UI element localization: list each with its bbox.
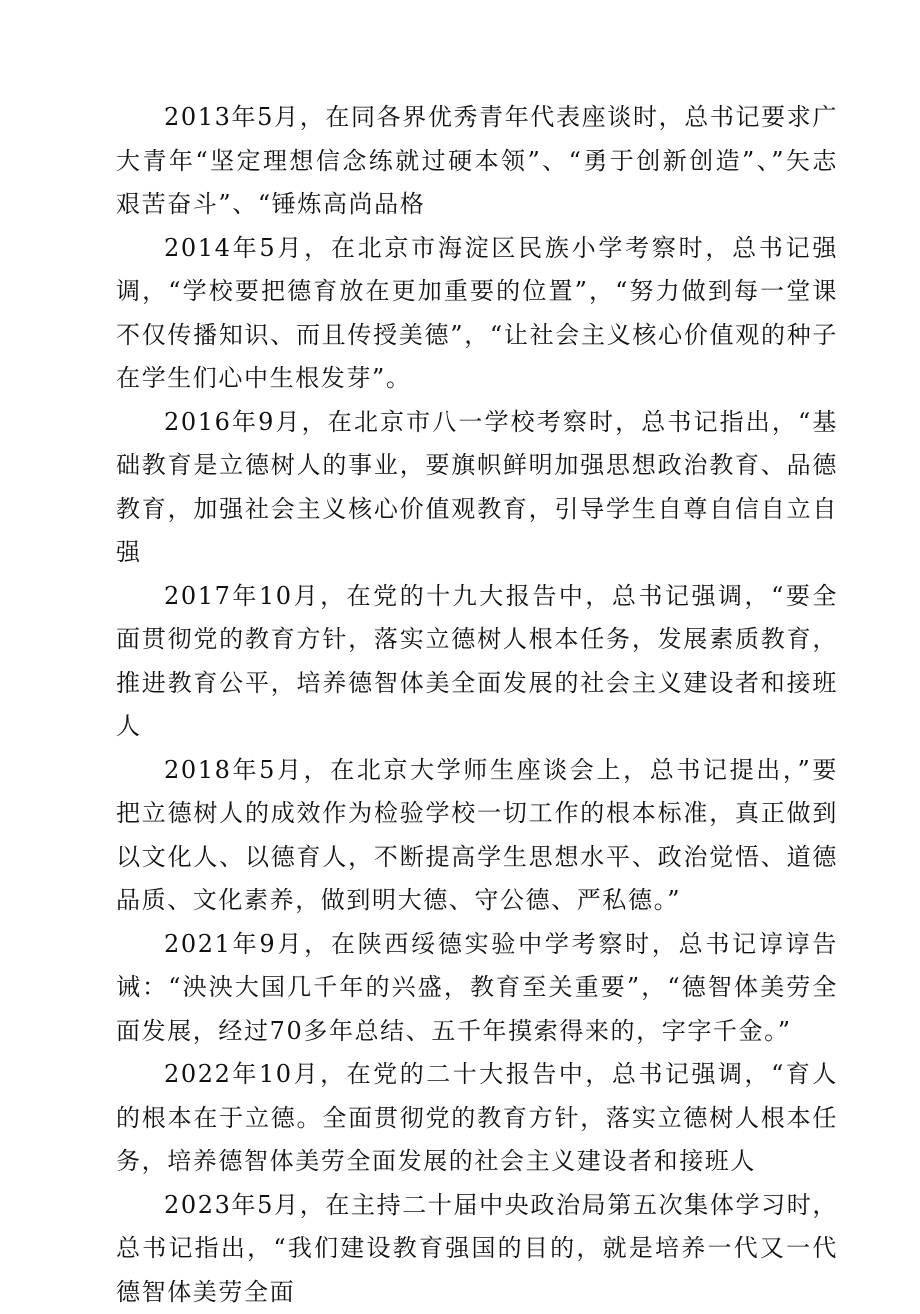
document-body xyxy=(116,96,838,1314)
paragraph-2016: 2016年9月，在北京市八一学校考察时，总书记指出，“基础教育是立德树人的事业，要旗帜鲜明加强思想政治教育、品德教育，加强社会主义核心价值观教育，引导学生自尊自信自立自强 xyxy=(116,401,838,575)
paragraph-2014: 2014年5月，在北京市海淀区民族小学考察时，总书记强调，“学校要把德育放在更加重要的位置”，“努力做到每一堂课不仅传播知识、而且传授美德”，“让社会主义核心价值观的种子在学生们心中生根发芽”。 xyxy=(116,227,838,401)
paragraph-2013: 2013年5月，在同各界优秀青年代表座谈时，总书记要求广大青年“坚定理想信念练就过硬本领”、“勇于创新创造”、”矢志艰苦奋斗”、“锤炼高尚品格 xyxy=(116,96,838,227)
paragraph-2017: 2017年10月，在党的十九大报告中，总书记强调，“要全面贯彻党的教育方针，落实立德树人根本任务，发展素质教育，推进教育公平，培养德智体美全面发展的社会主义建设者和接班人 xyxy=(116,575,838,749)
paragraph-2018: 2018年5月，在北京大学师生座谈会上，总书记提出，”要把立德树人的成效作为检验学校一切工作的根本标准，真正做到以文化人、以德育人，不断提高学生思想水平、政治觉悟、道德品质、文化素养，做到明大德、守公德、严私德。” xyxy=(116,749,838,923)
paragraph-2022: 2022年10月，在党的二十大报告中，总书记强调，“育人的根本在于立德。全面贯彻党的教育方针，落实立德树人根本任务，培养德智体美劳全面发展的社会主义建设者和接班人 xyxy=(116,1053,838,1184)
paragraph-2021: 2021年9月，在陕西绥德实验中学考察时，总书记谆谆告诫：“泱泱大国几千年的兴盛，教育至关重要”，“德智体美劳全面发展，经过70多年总结、五千年摸索得来的，字字千金。” xyxy=(116,923,838,1054)
paragraph-2023: 2023年5月，在主持二十届中央政治局第五次集体学习时，总书记指出，“我们建设教育强国的目的，就是培养一代又一代德智体美劳全面 xyxy=(116,1184,838,1314)
